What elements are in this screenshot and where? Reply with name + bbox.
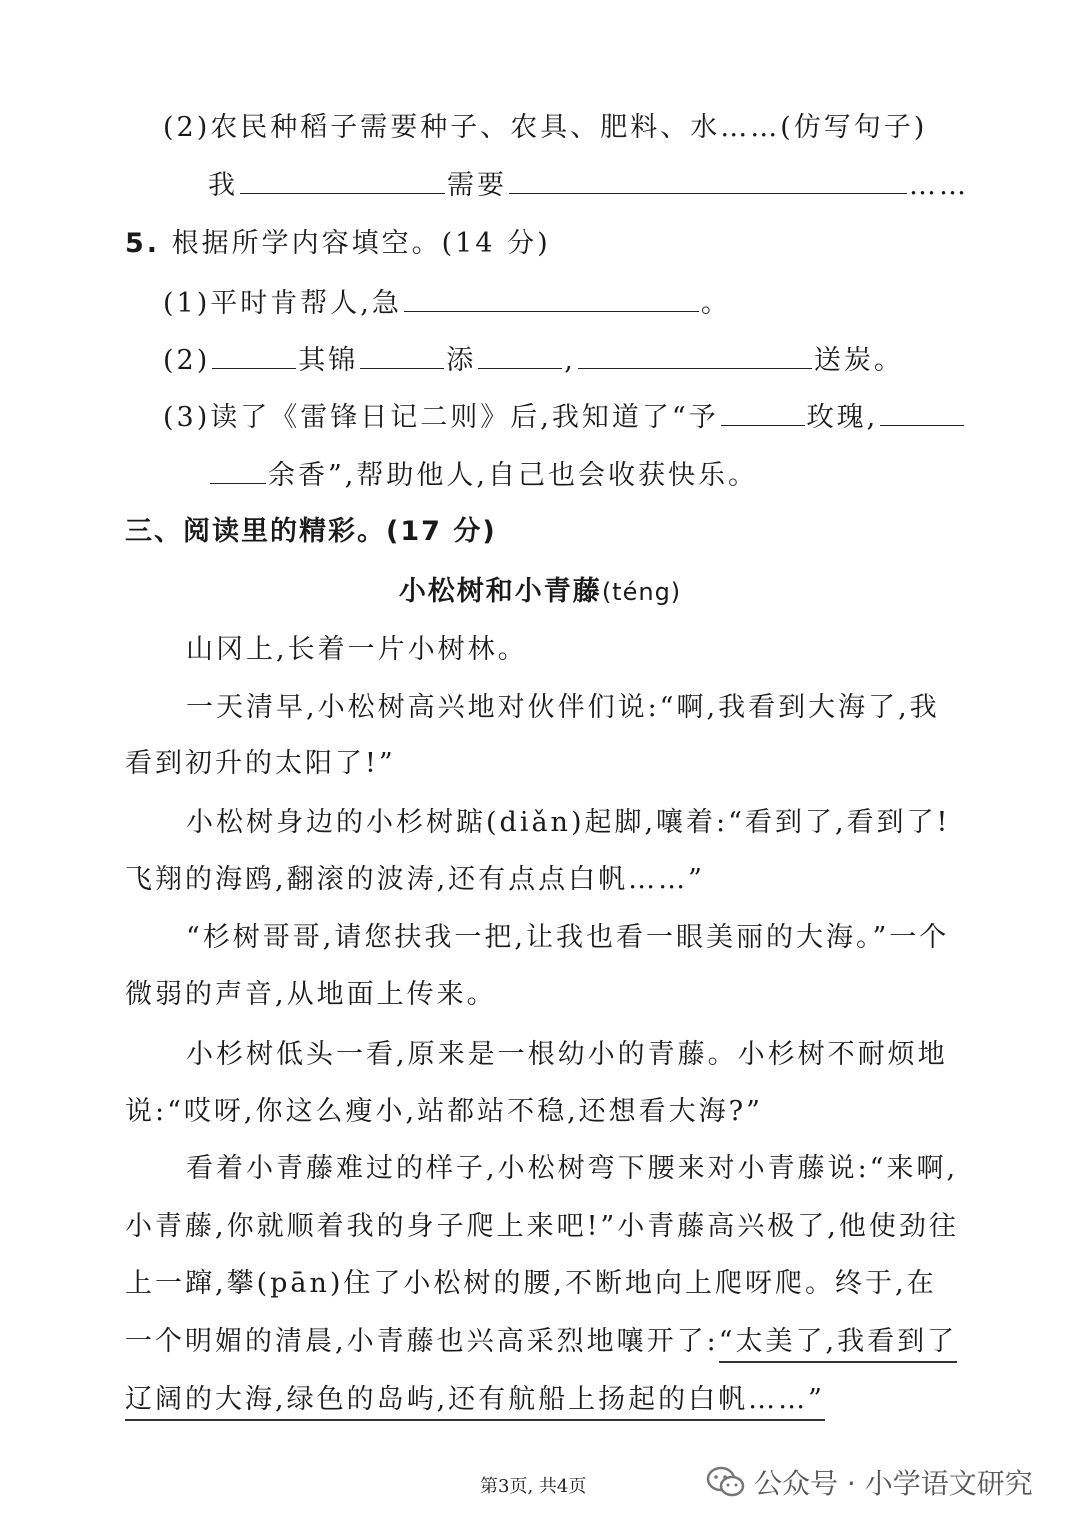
q5-item3-line1 (163, 397, 966, 438)
passage-line: 上一蹿,攀(pān)住了小松树的腰,不断地向上爬呀爬。终于,在 (125, 1268, 937, 1299)
answer-blank[interactable] (240, 165, 445, 194)
passage-title (0, 572, 1080, 612)
q4-2-answer-end: …… (909, 170, 969, 201)
passage-line: 小松树身边的小杉树踮(diǎn)起脚,嚷着:“看到了,看到了! (186, 807, 951, 838)
q5-item1 (163, 283, 731, 324)
q4-2-answer-line (208, 165, 969, 206)
page-number: 第3页, 共4页 (480, 1476, 587, 1497)
watermark-text: 公众号 · 小学语文研究 (754, 1467, 1033, 1500)
q5-item2-num: (2) (163, 345, 211, 376)
q5-item3-text-a: (3)读了《雷锋日记二则》后,我知道了“予 (163, 402, 719, 433)
passage-line (125, 1380, 825, 1420)
passage-line: 一天清早,小松树高兴地对伙伴们说:“啊,我看到大海了,我 (186, 692, 940, 723)
q5-heading (125, 224, 551, 264)
passage-text: 一个明媚的清晨,小青藤也兴高采烈地嚷开了: (125, 1326, 719, 1357)
answer-blank[interactable] (721, 397, 805, 426)
answer-blank[interactable] (578, 340, 812, 369)
q5-item2-comma: , (564, 345, 576, 376)
passage-title-text: 小松树和小青藤 (398, 576, 602, 607)
q5-item1-text: (1)平时肯帮人,急 (163, 288, 402, 319)
q5-item2-text-c: 添 (446, 345, 477, 376)
answer-blank[interactable] (478, 340, 562, 369)
passage-line: “杉树哥哥,请您扶我一把,让我也看一眼美丽的大海。”一个 (186, 922, 950, 953)
q5-number: 5. (125, 228, 161, 259)
passage-line: 小杉树低头一看,原来是一根幼小的青藤。小杉树不耐烦地 (186, 1039, 948, 1070)
passage-title-pinyin: (téng) (601, 578, 682, 606)
passage-line: 小青藤,你就顺着我的身子爬上来吧!”小青藤高兴极了,他使劲往 (125, 1211, 959, 1242)
q4-2-prompt: (2)农民种稻子需要种子、农具、肥料、水……(仿写句子) (163, 112, 928, 143)
q5-item3-line2 (208, 455, 758, 496)
passage-line: 飞翔的海鸥,翻滚的波涛,还有点点白帆……” (125, 864, 705, 895)
q5-item2 (163, 340, 904, 381)
underlined-sentence: 辽阔的大海,绿色的岛屿,还有航船上扬起的白帆……” (125, 1384, 825, 1421)
answer-blank[interactable] (210, 455, 266, 484)
passage-line: 说:“哎呀,你这么瘦小,站都站不稳,还想看大海?” (125, 1096, 763, 1127)
passage-line: 微弱的声音,从地面上传来。 (125, 979, 497, 1010)
q5-item3-text-b: 玫瑰, (806, 402, 879, 433)
q5-item2-text-e: 送炭。 (813, 345, 904, 376)
wechat-icon (706, 1466, 746, 1498)
passage-line: 看着小青藤难过的样子,小松树弯下腰来对小青藤说:“来啊, (186, 1153, 959, 1184)
q5-item3-text-c: 余香”,帮助他人,自己也会收获快乐。 (268, 460, 758, 491)
q4-2-answer-b: 需要 (447, 170, 507, 201)
q5-item2-text-b: 其锦 (298, 345, 359, 376)
q5-heading-text: 根据所学内容填空。(14 分) (171, 228, 551, 259)
underlined-sentence: “太美了,我看到了 (719, 1326, 957, 1363)
watermark (706, 1462, 1033, 1502)
answer-blank[interactable] (360, 340, 444, 369)
q5-item1-end: 。 (700, 288, 731, 319)
answer-blank[interactable] (212, 340, 296, 369)
answer-blank[interactable] (509, 165, 907, 194)
passage-line (125, 1322, 957, 1362)
q4-2-answer-a: 我 (208, 170, 238, 201)
passage-line: 看到初升的太阳了!” (125, 748, 396, 779)
answer-blank[interactable] (880, 397, 964, 426)
section3-heading: 三、阅读里的精彩。(17 分) (125, 516, 497, 547)
answer-blank[interactable] (404, 283, 699, 312)
passage-line: 山冈上,长着一片小树林。 (186, 634, 528, 665)
